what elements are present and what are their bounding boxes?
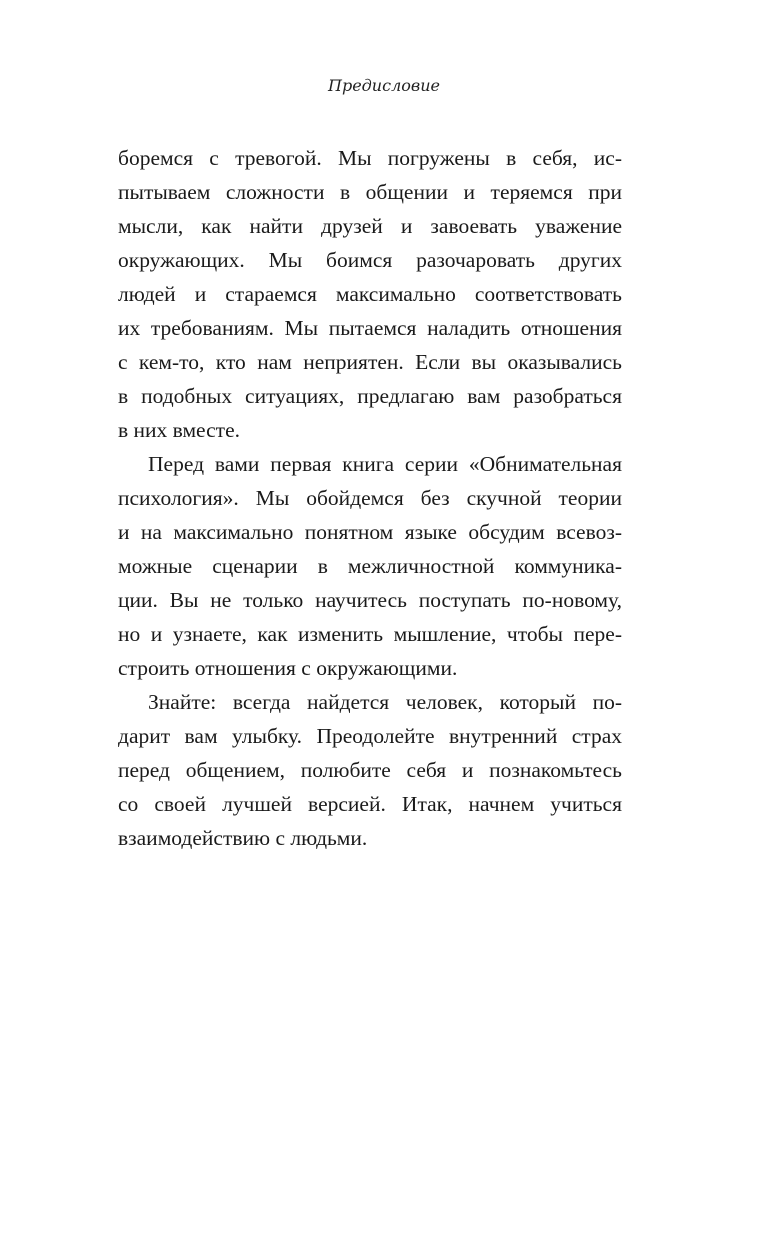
- text-line: в них вместе.: [118, 418, 240, 442]
- paragraph-2: [118, 447, 622, 685]
- text-line: психология». Мы обойдемся без скучной теории: [118, 486, 622, 510]
- text-line: но и узнаете, как изменить мышление, чтобы пере-: [118, 622, 622, 646]
- text-line: со своей лучшей версией. Итак, начнем учиться: [118, 792, 622, 816]
- text-line: окружающих. Мы боимся разочаровать других: [118, 248, 622, 272]
- running-head: Предисловие: [328, 76, 440, 95]
- body-text: [118, 141, 622, 855]
- text-line: Знайте: всегда найдется человек, который по-: [148, 690, 622, 714]
- paragraph-1: [118, 141, 622, 447]
- text-line: и на максимально понятном языке обсудим всевоз-: [118, 520, 622, 544]
- text-line: в подобных ситуациях, предлагаю вам разобраться: [118, 384, 622, 408]
- text-line: строить отношения с окружающими.: [118, 656, 458, 680]
- text-line: боремся с тревогой. Мы погружены в себя, ис-: [118, 146, 622, 170]
- paragraph-3: [118, 685, 622, 855]
- text-line: ции. Вы не только научитесь поступать по-новому,: [118, 588, 622, 612]
- text-line: мысли, как найти друзей и завоевать уважение: [118, 214, 622, 238]
- text-line: дарит вам улыбку. Преодолейте внутренний страх: [118, 724, 622, 748]
- text-line: людей и стараемся максимально соответствовать: [118, 282, 622, 306]
- text-line: можные сценарии в межличностной коммуника-: [118, 554, 622, 578]
- text-line: их требованиям. Мы пытаемся наладить отношения: [118, 316, 622, 340]
- text-line: с кем-то, кто нам неприятен. Если вы оказывались: [118, 350, 622, 374]
- text-line: перед общением, полюбите себя и познакомьтесь: [118, 758, 622, 782]
- text-line: Перед вами первая книга серии «Обнимательная: [148, 452, 622, 476]
- text-line: пытываем сложности в общении и теряемся при: [118, 180, 622, 204]
- text-line: взаимодействию с людьми.: [118, 826, 368, 850]
